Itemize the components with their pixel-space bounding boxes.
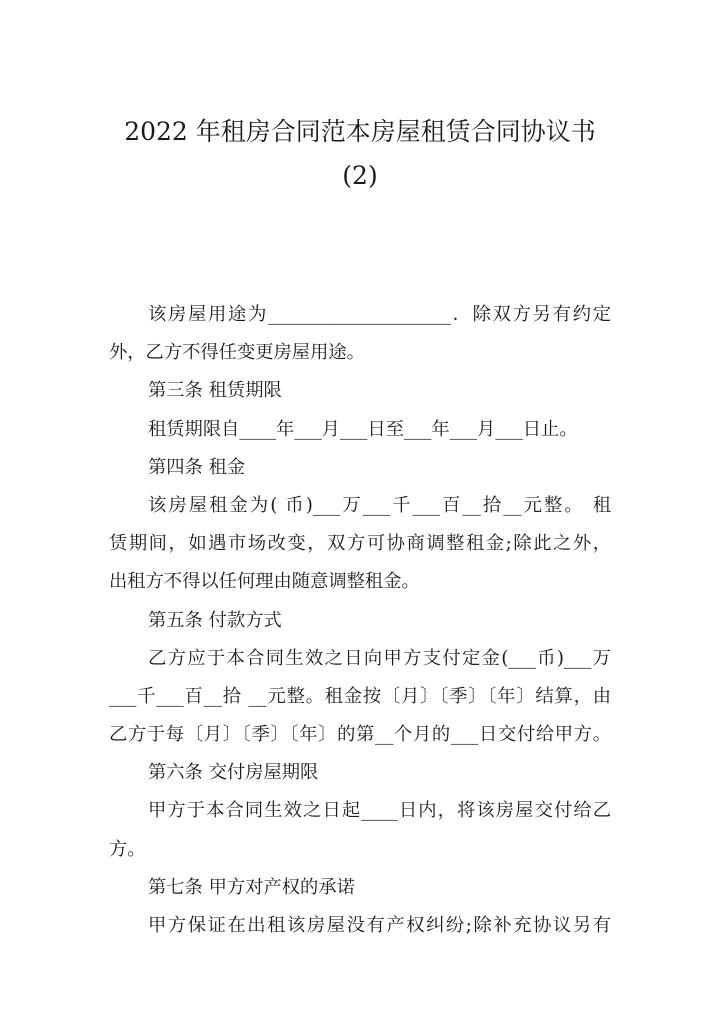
body-line: ___千___百__拾 __元整。租金按〔月〕〔季〕〔年〕结算，由: [109, 685, 611, 707]
body-line: 该房屋用途为____________________．除双方另有约定: [148, 304, 611, 325]
body-line: 方。: [109, 838, 146, 860]
body-line: 乙方于每〔月〕〔季〕〔年〕的第__个月的___日交付给甲方。: [109, 724, 611, 746]
document-title-number: (2): [342, 161, 378, 190]
body-line: 甲方于本合同生效之日起____日内，将该房屋交付给乙: [148, 800, 611, 822]
document-body: [109, 296, 611, 945]
clause-heading: 第六条 交付房屋期限: [148, 762, 319, 784]
body-line: 乙方应于本合同生效之日向甲方支付定金(___币)___万: [148, 647, 611, 669]
clause-heading: 第五条 付款方式: [148, 609, 282, 631]
clause-heading: 第七条 甲方对产权的承诺: [148, 876, 355, 898]
clause-heading: 第三条 租赁期限: [148, 380, 282, 402]
document-title: 2022 年租房合同范本房屋租赁合同协议书: [124, 117, 596, 146]
body-line: 出租方不得以任何理由随意调整租金。: [109, 571, 420, 593]
body-line: 该房屋租金为( 币)___万___千___百__拾__元整。 租: [148, 494, 611, 516]
body-line: 甲方保证在出租该房屋没有产权纠纷;除补充协议另有: [148, 915, 611, 936]
body-line: 外，乙方不得任变更房屋用途。: [109, 342, 365, 364]
body-line: 赁期间，如遇市场改变，双方可协商调整租金;除此之外，: [109, 533, 611, 555]
body-line: 租赁期限自____年___月___日至___年___月___日止。: [148, 418, 578, 440]
clause-heading: 第四条 租金: [148, 456, 246, 478]
